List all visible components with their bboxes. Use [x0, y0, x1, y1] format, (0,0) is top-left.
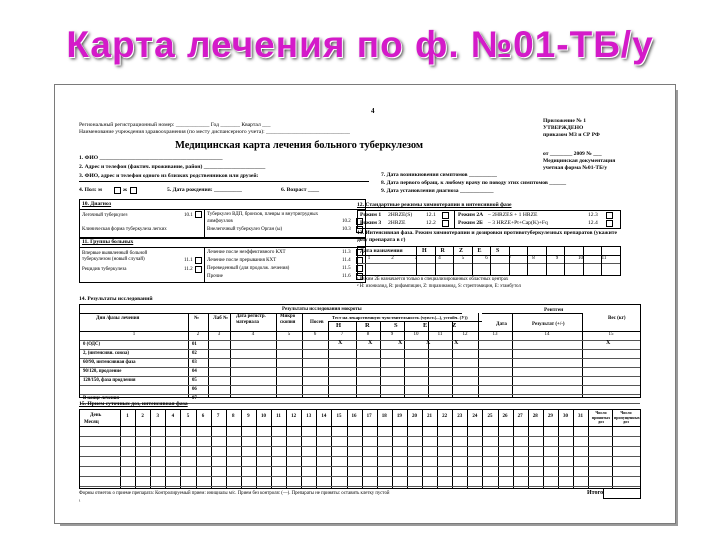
- order-label: приказом МЗ и СР РФ: [543, 132, 600, 138]
- regimens-table: [357, 210, 621, 229]
- footnote-1: ¹ Режим 2Б назначается только в специализированных областных центрах: [357, 277, 509, 282]
- sex-male-checkbox: [114, 187, 121, 194]
- day-num: 23: [457, 414, 463, 419]
- col-microscopy: Микро скопия: [280, 314, 296, 325]
- dx-vdp: Туберкулез ВДП, бронхов, плевры и внутригрудных лимфоузлов: [207, 212, 319, 224]
- col-days: Дни /фазы лечения: [96, 316, 140, 321]
- results-col-num: 9: [390, 332, 394, 337]
- results-title: 14. Результаты исследований: [79, 296, 153, 302]
- dst-e: E: [423, 322, 428, 329]
- baseline-x-mark: X: [454, 340, 459, 346]
- group-transferred: Переведенный (для продолж. лечения): [207, 266, 290, 271]
- results-line: [80, 313, 272, 314]
- results-row-label: 120/150, фаза продления: [83, 378, 136, 383]
- results-row-line: [80, 340, 640, 341]
- results-col-num: 4: [251, 332, 255, 337]
- missed-doses-label: Число пропущенных доз: [614, 410, 640, 424]
- field-age: 6. Возраст ____: [281, 187, 320, 193]
- baseline-x-mark: X: [398, 340, 403, 346]
- results-row-line: [80, 358, 640, 359]
- day-num: 20: [411, 414, 417, 419]
- results-row-label: 0 (ОДС): [83, 342, 101, 347]
- dosage-grid-line: [416, 247, 417, 275]
- results-col-num: 3: [217, 332, 221, 337]
- dosage-grid-line: [435, 247, 436, 275]
- day-num: 15: [336, 414, 342, 419]
- col-xray: Рентген: [544, 307, 564, 313]
- day-num: 5: [186, 414, 190, 419]
- dosage-grid-line: [546, 247, 547, 275]
- field-dob: 5. Дата рождения: __________: [167, 187, 242, 193]
- results-col-num: 8: [366, 332, 370, 337]
- baseline-x-mark: X: [338, 340, 343, 346]
- dosage-grid-line: [509, 247, 510, 275]
- dst-s: S: [394, 322, 398, 329]
- baseline-x-mark: X: [426, 340, 431, 346]
- dose-row-line: [80, 456, 640, 457]
- order-date: от ________ 2009 № ___: [543, 151, 602, 157]
- xray-result: Результат (+/-): [532, 322, 565, 327]
- sex-female-label: ж: [123, 187, 128, 193]
- field-sex: 4. Пол: м: [79, 187, 102, 193]
- day-num: 30: [562, 414, 568, 419]
- day-num: 1: [126, 414, 129, 419]
- group-transferred-code: 11.5: [342, 266, 351, 271]
- day-num: 28: [532, 414, 538, 419]
- dx-vdp-code: 10.2: [342, 219, 351, 224]
- results-row-line: [80, 376, 640, 377]
- drug-col-s: S: [496, 248, 500, 254]
- day-num: 29: [547, 414, 553, 419]
- dx-clinical-form: Клиническая форма туберкулеза легких: [82, 227, 167, 232]
- regimen-2a: Режим 2А: [458, 212, 484, 218]
- day-num: 24: [472, 414, 478, 419]
- patient-groups-section: [79, 237, 366, 283]
- header-line-1: Региональный регистрационный номер: ____________ Год _______ Квартал ___: [79, 122, 271, 128]
- regimen-1-drugs: 2HRZE(S): [388, 212, 413, 218]
- dx-extrapulmonary: Внелегочный туберкулез Орган (ы): [207, 227, 283, 232]
- results-row-code: 07: [192, 396, 197, 401]
- dosage-col-num: 10: [578, 256, 583, 261]
- dosage-grid-line: [453, 247, 454, 275]
- results-row-code: 02: [192, 351, 197, 356]
- day-num: 18: [381, 414, 387, 419]
- weight-x-mark: X: [606, 340, 611, 346]
- group-after-default: Лечение после прерывания КХТ: [207, 258, 277, 263]
- results-col-num: 10: [413, 332, 419, 337]
- group-after-failure: Лечение после неэффективного КХТ: [207, 250, 286, 255]
- results-row-label: 2, (интенсивн. союза): [83, 351, 129, 356]
- dosage-col-num: 1: [367, 256, 371, 261]
- diagnosis-title: 10. Диагноз: [82, 201, 112, 207]
- dosage-grid-line: [601, 247, 602, 275]
- group-after-failure-code: 11.3: [342, 250, 351, 255]
- daily-doses-table: [79, 409, 641, 489]
- group-relapse-code: 11.2: [184, 267, 193, 272]
- dose-row-line: [80, 466, 640, 467]
- drug-col-e: E: [477, 248, 482, 254]
- results-col-num: 12: [462, 332, 468, 337]
- col-weight: Вес (кг): [608, 316, 626, 321]
- dosage-grid-line: [564, 247, 565, 275]
- regimen-2b-drugs: – 3 HRZE+Pt+Cap(K)+Fq: [488, 220, 548, 226]
- header-line-2: Наименование учреждения здравоохранения (по месту диспансерного учета): ______________________________: [79, 129, 350, 135]
- taken-doses-label: Число принятых доз: [591, 410, 611, 424]
- appendix-label: Приложение № 1: [543, 118, 587, 124]
- sex-female-checkbox: [130, 187, 137, 194]
- dosage-col-num: 6: [485, 256, 488, 261]
- day-num: 17: [366, 414, 372, 419]
- day-num: 8: [231, 414, 235, 419]
- field-relative: 3. ФИО, адрес и телефон одного из близких родственников или друзей:: [79, 173, 259, 179]
- results-col-num: 15: [608, 332, 614, 337]
- field-first-visit: 8. Дата первого обращ. к любому врачу по поводу этих симптомов ______: [381, 180, 567, 186]
- regimen-3: Режим 3: [360, 220, 382, 226]
- results-col-num: 11: [437, 332, 443, 337]
- results-row-label: 90/120, продление: [83, 369, 122, 374]
- results-col-num: 14: [544, 332, 550, 337]
- total-label: Итого: [587, 490, 604, 496]
- dst-h: H: [336, 322, 342, 329]
- day-num: 10: [260, 414, 266, 419]
- approved-label: УТВЕРЖДЕНО: [543, 125, 584, 131]
- col-lab: Лаб №: [213, 316, 228, 321]
- dosage-col-num: 11: [601, 256, 607, 261]
- day-num: 16: [351, 414, 357, 419]
- day-num: 31: [578, 414, 584, 419]
- med-docs-label: Медицинская документация: [543, 158, 616, 164]
- dose-row-line: [80, 476, 640, 477]
- regimens-title: 12. Стандартные режимы химиотерапии в интенсивной фазе: [357, 202, 512, 208]
- col-no: №: [194, 316, 200, 321]
- results-col-num: 13: [492, 332, 498, 337]
- day-num: 22: [442, 414, 448, 419]
- day-num: 12: [291, 414, 297, 419]
- regimen-2a-code: 12.3: [588, 212, 598, 218]
- dosage-table: [357, 246, 621, 276]
- dose-row-line: [80, 426, 640, 427]
- results-row-code: 01: [192, 342, 197, 347]
- dosage-date-label: Дата назначения: [360, 248, 403, 254]
- field-address: 2. Адрес и телефон (фактич. проживание, район) ______________________: [79, 164, 266, 170]
- day-num: 26: [502, 414, 508, 419]
- month-label: Месяц: [84, 420, 99, 425]
- dose-row-line: [80, 446, 640, 447]
- results-row-label: В конце лечения: [83, 396, 120, 401]
- col-culture: Посев: [310, 320, 324, 325]
- dose-row-line: [80, 436, 640, 437]
- results-row-code: 04: [192, 369, 197, 374]
- slide-title: Карта лечения по ф. №01-ТБ/у: [66, 24, 654, 65]
- day-num: 21: [427, 414, 433, 419]
- results-row-line: [80, 385, 640, 386]
- sputum-header: Результаты исследования мокроты: [282, 307, 362, 312]
- day-num: 27: [517, 414, 523, 419]
- day-num: 19: [396, 414, 402, 419]
- drug-col-z: Z: [459, 248, 464, 254]
- dst-z: Z: [452, 322, 457, 329]
- page-number: 4: [371, 107, 375, 115]
- day-num: 11: [276, 414, 281, 419]
- day-num: 13: [306, 414, 312, 419]
- dx-pulmonary-code: 10.1: [184, 213, 193, 218]
- dosage-col-num: 9: [555, 256, 559, 261]
- dx-extrapulmonary-code: 10.3: [342, 227, 351, 232]
- day-num: 6: [201, 414, 205, 419]
- regimen-2b: Режим 2Б: [458, 220, 483, 226]
- day-num: 4: [171, 414, 175, 419]
- day-num: 14: [321, 414, 327, 419]
- dst-r: R: [365, 322, 370, 329]
- results-row-line: [80, 394, 640, 395]
- document-scan: [54, 84, 676, 524]
- results-col-num: 1: [132, 332, 136, 337]
- regimen-3-drugs: 2HRZE: [388, 220, 406, 226]
- results-row-code: 06: [192, 387, 197, 392]
- form-number-label: учетная форма №01-ТБ/у: [543, 165, 608, 171]
- xray-date: Дата: [496, 322, 507, 327]
- group-relapse: Рецидив туберкулеза: [82, 267, 127, 272]
- dosage-col-num: 5: [461, 256, 465, 261]
- dosage-col-num: 2: [391, 256, 394, 261]
- drug-col-r: R: [440, 248, 445, 254]
- dose-row-line: [80, 486, 640, 487]
- regimen-1: Режим 1: [360, 212, 382, 218]
- day-num: 3: [156, 414, 159, 419]
- results-row-line: [80, 349, 640, 350]
- results-row-label: 60/90, интенсивная фаза: [83, 360, 136, 365]
- field-symptoms-date: 7. Дата возникновения симптомов __________: [381, 172, 497, 178]
- results-table: [79, 304, 641, 401]
- footnote-2: ² H: изониазид, R: рифампицин, Z: пиразинамид, S: стрептомицин, E: этамбутол: [357, 284, 521, 289]
- results-col-num: 5: [287, 332, 291, 337]
- patient-groups-title: 11. Группы больных: [82, 239, 134, 245]
- drug-col-h: H: [422, 248, 427, 254]
- dosage-col-num: 7: [508, 256, 512, 261]
- field-diagnosis-date: 9. Дата установления диагноза ____________: [381, 188, 494, 194]
- daily-doses-title: 15. Прием суточных доз, интенсивная фаза: [79, 401, 188, 407]
- results-col-num: 6: [313, 332, 317, 337]
- dosage-col-num: 3: [414, 256, 418, 261]
- dx-pulmonary: Легочный туберкулез: [82, 213, 128, 218]
- group-new-case: Впервые выявленный больной туберкулезом (новый случай): [82, 251, 148, 262]
- diagnosis-section: [79, 199, 366, 239]
- results-row-line: [80, 367, 640, 368]
- day-label: День: [90, 413, 102, 418]
- regimen-2a-drugs: – 2HRZES + 1 HRZE: [488, 212, 538, 218]
- card-title: Медицинская карта лечения больного туберкулезом: [175, 140, 424, 151]
- results-col-num: 7: [340, 332, 344, 337]
- results-line: [328, 321, 482, 322]
- intensive-phase-title: 13. Интенсивная фаза. Режим химиотерапии и дозировки противотуберкулезных препаратов (укажите дозу препарата в г): [357, 230, 618, 243]
- field-fio: 1. ФИО ____________________________________________: [79, 155, 223, 161]
- group-new-case-code: 11.1: [184, 258, 193, 263]
- group-other-code: 11.6: [342, 274, 351, 279]
- marks-legend: Формы отметок о приеме препарата: Контролируемый прием: инициалы м/с. Прием без контроля: (—). Препараты не приняты: оставить клетку пустой: [79, 491, 390, 496]
- col-reg-date: Дата регистр. материала: [236, 314, 266, 325]
- day-num: 7: [216, 414, 220, 419]
- results-col-num: 2: [196, 332, 200, 337]
- group-other: Прочие: [207, 274, 223, 279]
- results-row-code: 05: [192, 378, 197, 383]
- dosage-grid-line: [527, 247, 528, 275]
- dosage-grid-line: [583, 247, 584, 275]
- results-line: [482, 313, 582, 314]
- regimen-1-code: 12.1: [426, 212, 436, 218]
- col-dst: Тест на лекарственную чувствительность (чувст.(...), устойч. (У)): [332, 315, 468, 320]
- dosage-grid-line: [472, 247, 473, 275]
- day-num: 9: [247, 414, 250, 419]
- day-num: 2: [141, 414, 144, 419]
- dosage-grid-line: [490, 247, 491, 275]
- regimen-3-code: 12.2: [426, 220, 436, 226]
- group-after-default-code: 11.4: [342, 258, 351, 263]
- day-num: 25: [487, 414, 493, 419]
- page-foot-mark: ¹: [79, 500, 81, 505]
- results-line: [80, 331, 640, 332]
- regimen-2b-code: 12.4: [588, 220, 598, 226]
- dosage-col-num: 8: [532, 256, 535, 261]
- dosage-col-num: 4: [438, 256, 441, 261]
- baseline-x-mark: X: [368, 340, 373, 346]
- results-row-code: 03: [192, 360, 197, 365]
- total-box: [603, 488, 641, 499]
